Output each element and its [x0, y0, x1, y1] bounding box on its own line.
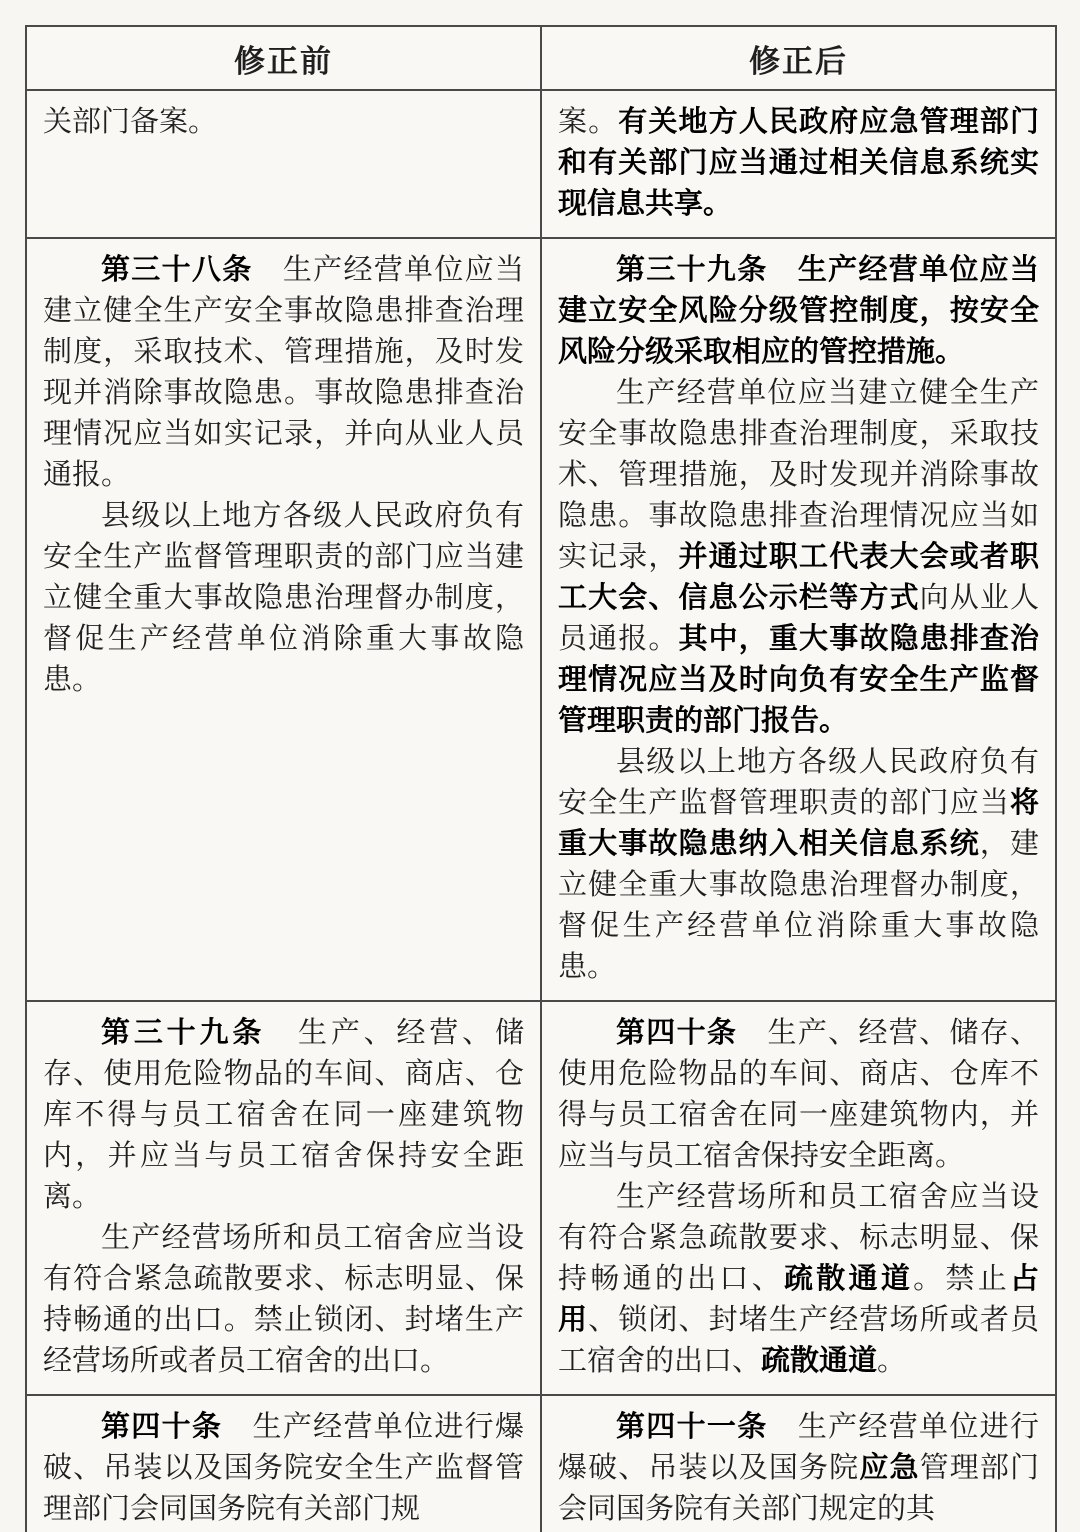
table-row: [26, 238, 1056, 1001]
bold-text-run: 有关地方人民政府应急管理部门和有关部门应当通过相关信息系统实现信息共享。: [558, 106, 1039, 220]
cell-before: [26, 238, 541, 1001]
cell-before: [26, 90, 541, 238]
cell-before: [26, 1395, 541, 1532]
cell-after: [541, 238, 1056, 1001]
bold-text-run: 第四十一条: [616, 1411, 768, 1443]
cell-before: [26, 1001, 541, 1395]
table-header-row: [26, 26, 1056, 90]
paragraph: [558, 1177, 1039, 1382]
bold-text-run: 应急: [859, 1452, 920, 1484]
text-run: 生产经营场所和员工宿舍应当设有符合紧急疏散要求、标志明显、保持畅通的出口。禁止锁闭、封堵生产经营场所或者员工宿舍的出口。: [43, 1222, 524, 1377]
text-run: 县级以上地方各级人民政府负有安全生产监督管理职责的部门应当建立健全重大事故隐患治理督办制度，督促生产经营单位消除重大事故隐患。: [43, 500, 524, 696]
cell-after: [541, 90, 1056, 238]
paragraph: [558, 1013, 1039, 1177]
bold-text-run: 第四十条: [101, 1411, 223, 1443]
text-run: 生产经营单位进行爆破、吊装以及国务院: [558, 1411, 1039, 1484]
table-body: [26, 90, 1056, 1532]
paragraph: [558, 102, 1039, 225]
bold-text-run: 将重大事故隐患纳入相关信息系统: [558, 787, 1039, 860]
text-run: 县级以上地方各级人民政府负有安全生产监督管理职责的部门应当: [558, 746, 1039, 819]
text-run: 生产经营单位应当建立健全生产安全事故隐患排查治理制度，采取技术、管理措施，及时发现并消除事故隐患。事故隐患排查治理情况应当如实记录，: [558, 377, 1039, 573]
paragraph: [43, 250, 524, 496]
comparison-table: [25, 25, 1057, 1532]
text-run: 向从业人员通报。: [558, 582, 1039, 655]
table-row: [26, 1395, 1056, 1532]
bold-text-run: 第四十条: [616, 1017, 738, 1049]
bold-text-run: 第三十八条: [101, 254, 253, 286]
text-run: 管理部门会同国务院有关部门规定的其: [558, 1452, 1039, 1525]
bold-text-run: 疏散通道: [783, 1263, 914, 1295]
text-run: 生产、经营、储存、使用危险物品的车间、商店、仓库不得与员工宿舍在同一座建筑物内，并应当与员工宿舍保持安全距离。: [43, 1017, 524, 1213]
paragraph: [558, 250, 1039, 373]
cell-after: [541, 1001, 1056, 1395]
table-row: [26, 90, 1056, 238]
text-run: 关部门备案。: [43, 106, 218, 138]
text-run: ，建立健全重大事故隐患治理督办制度，督促生产经营单位消除重大事故隐患。: [558, 828, 1039, 983]
text-run: 生产经营单位应当建立健全生产安全事故隐患排查治理制度，采取技术、管理措施，及时发现并消除事故隐患。事故隐患排查治理情况应当如实记录，并向从业人员通报。: [43, 254, 524, 491]
column-header-before: 修正前: [26, 26, 541, 90]
text-run: 生产、经营、储存、使用危险物品的车间、商店、仓库不得与员工宿舍在同一座建筑物内，并应当与员工宿舍保持安全距离。: [558, 1017, 1039, 1172]
paragraph: [43, 1407, 524, 1530]
paragraph: [43, 1218, 524, 1382]
text-run: 生产经营场所和员工宿舍应当设有符合紧急疏散要求、标志明显、保持畅通的出口、: [558, 1181, 1039, 1295]
paragraph: [558, 742, 1039, 988]
column-header-after: 修正后: [541, 26, 1056, 90]
text-run: 、锁闭、封堵生产经营场所或者员工宿舍的出口、: [558, 1304, 1039, 1377]
paragraph: [43, 102, 524, 143]
paragraph: [558, 1407, 1039, 1530]
bold-text-run: 第三十九条: [101, 1017, 266, 1049]
bold-text-run: 占用: [558, 1263, 1039, 1336]
text-run: 。禁止: [913, 1263, 1010, 1295]
bold-text-run: 疏散通道: [761, 1345, 878, 1377]
bold-text-run: 第三十九条 生产经营单位应当建立安全风险分级管控制度，按安全风险分级采取相应的管控措施。: [558, 254, 1039, 368]
bold-text-run: 其中，重大事故隐患排查治理情况应当及时向负有安全生产监督管理职责的部门报告。: [558, 623, 1039, 737]
cell-after: [541, 1395, 1056, 1532]
text-run: 案。: [558, 106, 619, 138]
text-run: 。: [877, 1345, 907, 1377]
paragraph: [43, 496, 524, 701]
table-row: [26, 1001, 1056, 1395]
paragraph: [558, 373, 1039, 742]
paragraph: [43, 1013, 524, 1218]
bold-text-run: 并通过职工代表大会或者职工大会、信息公示栏等方式: [558, 541, 1039, 614]
text-run: 生产经营单位进行爆破、吊装以及国务院安全生产监督管理部门会同国务院有关部门规: [43, 1411, 524, 1525]
